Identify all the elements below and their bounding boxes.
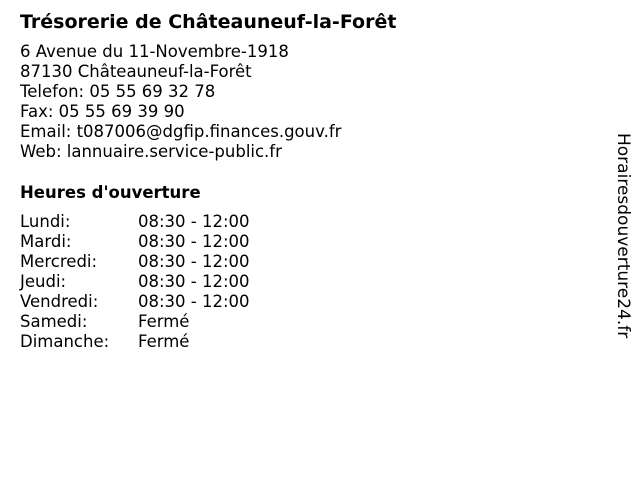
city-address: 87130 Châteauneuf-la-Forêt [20, 62, 252, 81]
email-address: Email: t087006@dgfip.finances.gouv.fr [20, 122, 342, 141]
day-label: Samedi: [20, 312, 88, 331]
hours-table [20, 212, 580, 352]
time-value: 08:30 - 12:00 [138, 252, 250, 271]
office-card [20, 10, 580, 352]
website: Web: lannuaire.service-public.fr [20, 142, 282, 161]
day-label: Vendredi: [20, 292, 99, 311]
time-value: Fermé [138, 332, 190, 351]
hours-row [20, 312, 580, 332]
time-value: 08:30 - 12:00 [138, 292, 250, 311]
hours-row [20, 252, 580, 272]
address-block [20, 42, 580, 162]
page-title: Trésorerie de Châteauneuf-la-Forêt [20, 11, 397, 33]
day-label: Dimanche: [20, 332, 110, 351]
hours-heading: Heures d'ouverture [20, 183, 201, 202]
fax-number: Fax: 05 55 69 39 90 [20, 102, 185, 121]
hours-row [20, 332, 580, 352]
hours-row [20, 212, 580, 232]
phone-number: Telefon: 05 55 69 32 78 [20, 82, 216, 101]
day-label: Mercredi: [20, 252, 98, 271]
time-value: Fermé [138, 312, 190, 331]
time-value: 08:30 - 12:00 [138, 232, 250, 251]
watermark-text: Horairesdouverture24.fr [613, 133, 633, 339]
street-address: 6 Avenue du 11-Novembre-1918 [20, 42, 289, 61]
day-label: Lundi: [20, 212, 71, 231]
hours-row [20, 232, 580, 252]
day-label: Jeudi: [20, 272, 67, 291]
hours-row [20, 272, 580, 292]
time-value: 08:30 - 12:00 [138, 212, 250, 231]
day-label: Mardi: [20, 232, 72, 251]
hours-row [20, 292, 580, 312]
time-value: 08:30 - 12:00 [138, 272, 250, 291]
